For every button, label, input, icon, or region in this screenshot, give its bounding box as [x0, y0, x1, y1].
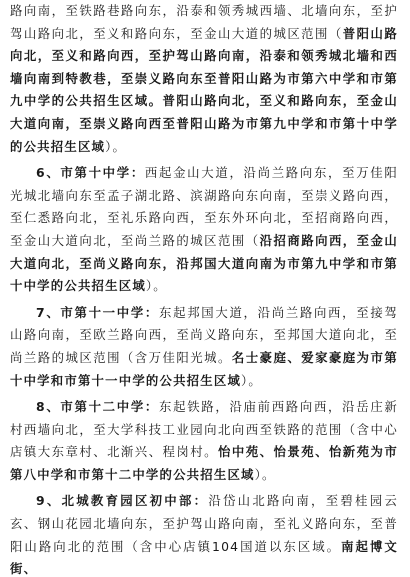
text: ）。 — [105, 138, 127, 154]
paragraph-school-10 — [10, 162, 398, 298]
bold-text: 怡中苑、怡景苑、怡新苑为市第八中学和市第十二中学的公共招生区域 — [10, 444, 398, 482]
text: ）。 — [241, 372, 263, 388]
item-heading: 8、市第十二中学： — [36, 399, 160, 415]
text: 西起金山大道，沿尚兰路向东，至万佳阳光城北墙向东至孟子湖北路、滨湖路向东向南，至崇义路向西，至仁悉路向北，至礼乐路向西，至东外环向北，至招商路向西，至金山大道向北，至尚兰路的城区范围（ — [10, 165, 398, 248]
bold-text: 名士豪庭、爱家豪庭为市第十中学和市第十一中学的公共招生区域 — [10, 349, 398, 388]
item-heading: 7、市第十一中学： — [36, 304, 160, 320]
text: 东起铁路，沿庙前西路向西，沿岳庄新村西墙向北，至大学科技工业园向北向西至铁路的范围（含中心店镇大东章村、北渐兴、程岗村。 — [10, 399, 398, 460]
text: ）。 — [254, 466, 276, 482]
text: ）。 — [145, 278, 167, 294]
text: 沿岱山北路向南，至碧桂园云玄、钢山花园北墙向东，至护驾山路向南，至礼义路向东，至普阳山路向北的范围（含中心店镇104国道以东区域。 — [10, 493, 398, 554]
item-heading: 9、北城教育园区初中部： — [36, 493, 209, 509]
paragraph-school-12 — [10, 396, 398, 486]
bold-text: 南起博文街、 — [10, 538, 398, 577]
bold-text: 普阳山路向北，至义和路向西，至护驾山路向南，沿泰和领秀城北墙和西墙向南到特教巷，至崇义路向东至普阳山路为市第六中学和市第九中学的公共招生区域。普阳山路向北，至义和路向东，至金山大道向南，至崇义路向西至普阳山路为市第九中学和市第十中学的公共招生区域 — [10, 25, 398, 154]
paragraph-zone-6-9 — [10, 0, 398, 158]
paragraph-school-11 — [10, 302, 398, 392]
text: 路向南，至铁路巷路向东，沿泰和领秀城西墙、北墙向东，至护驾山路向北，至义和路向东，至金山大道的城区范围（ — [10, 3, 398, 41]
item-heading: 6、市第十中学： — [36, 165, 145, 181]
text: 东起邦国大道，沿尚兰路向西，至接驾山路向南，至欧兰路向西，至尚义路向东，至邦国大道向北，至尚兰路的城区范围（含万佳阳光城。 — [10, 304, 398, 365]
paragraph-north-campus — [10, 490, 398, 577]
bold-text: 沿招商路向西，至金山大道向北，至尚义路向东，沿邦国大道向南为市第九中学和市第十中学的公共招生区域 — [10, 232, 398, 294]
